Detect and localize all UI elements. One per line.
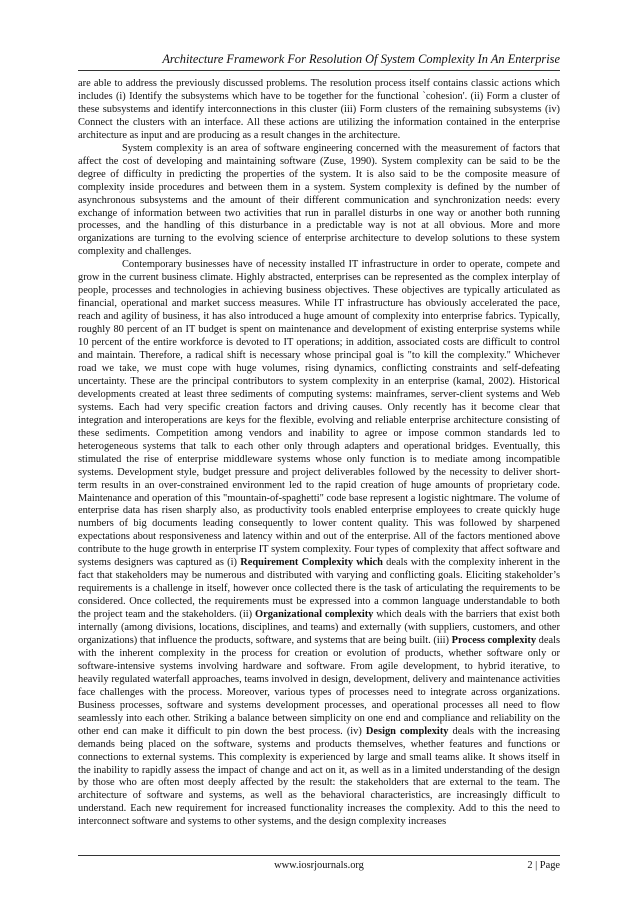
paragraph-text-segment: which deals with the barriers that exist both internally (among divisions, locations, disciplines, and teams) and externally (with suppliers, customers, and other organizations) that influence the products, software, and systems that are being built. (iii): [78, 609, 560, 646]
term-requirement-complexity: Requirement Complexity which: [240, 557, 383, 569]
paragraph-resolution-process: are able to address the previously discussed problems. The resolution process itself contains classic actions which includes (i) Identify the subsystems which have to be together for the functional `cohesion'. (ii) Form a cluster of these subsystems and identify interconnections in this cluster (iii) Form clusters of the remaining subsystems (iv) Connect the clusters with an interface. All these actions are utilizing the information contained in the enterprise architecture as input and are producing as a result changes in the architecture.: [78, 78, 560, 141]
term-organizational-complexity: Organizational complexity: [255, 609, 374, 621]
paragraph-system-complexity: System complexity is an area of software engineering concerned with the measurement of factors that affect the cost of developing and maintaining software (Zuse, 1990). System complexity can be said to be the degree of difficulty in predicting the properties of the system. It is also said to be the composite measure of complexity inside procedures and between them in a system. System complexity is defined by the number of asynchronous subsystems and the amount of their different communication and synchronization needs: every exchange of information between two activities that run in parallel disturbs in one way or another both running processes, and the handling of this disturbance in a predictable way is not at all obvious. More and more organizations are turning to the evolving science of enterprise architecture to develop solutions to these system complexity and challenges.: [78, 142, 560, 258]
term-design-complexity: Design complexity: [365, 725, 449, 737]
paragraph-text-segment: deals with the increasing demands being placed on the software, systems and products themselves, whether features and functions or connections to external systems. This complexity is experienced by large and small teams alike. It shows itself in the inability to rapidly assess the impact of change and act on it, as well as in a limited understanding of the design by those who are often most deeply affected by the result: the stakeholders that are external to the team. The architecture of software and systems, as well as the behavioral characteristics, are increasingly difficult to understand. Each new requirement for increased functionality increases the complexity. Add to this the need to interconnect software and systems to other systems, and the design complexity increases: [78, 725, 560, 828]
header-divider: [78, 70, 560, 71]
page-number: 2 | Page: [527, 860, 560, 871]
paragraph-contemporary-businesses: [78, 259, 560, 829]
term-process-complexity: Process complexity: [451, 634, 537, 646]
running-header: Architecture Framework For Resolution Of System Complexity In An Enterprise: [162, 52, 560, 66]
paragraph-text-segment: deals with the inherent complexity in the process for creation or evolution of products, whether software only or software-intensive systems involving hardware and software. From agile development, to hybrid iterative, to heavily regulated waterfall approaches, teams involved in design, development, delivery and maintenance activities face challenges with the process. Moreover, various types of processes need to integrate across organizations. Business processes, software and systems development processes, and operational processes all need to flow seamlessly into each other. Striking a balance between simplicity on one end and compliance and reliability on the other end can make it difficult to pin down the best process. (iv): [78, 634, 560, 737]
body-text: [78, 78, 560, 829]
paragraph-text-segment: deals with the complexity inherent in the fact that stakeholders may be numerous and distributed with varying and conflicting goals. Eliciting stakeholder’s requirements is a challenge in itself, however once collected there is the task of articulating the requirements to be considered. Once collected, the requirements must be expressed into a common language understandable to both the project team and the stakeholders. (ii): [78, 557, 560, 621]
paragraph-text-segment: Contemporary businesses have of necessity installed IT infrastructure in order to operate, compete and grow in the current business climate. Highly abstracted, enterprises can be represented as the complex interplay of people, processes and technologies in achieving business objectives. These objectives are typically articulated as financial, operational and market success measures. While IT infrastructure has obviously accelerated the pace, reach and agility of business, it has also introduced a huge amount of complexity into enterprise fabrics. Typically, roughly 80 percent of an IT budget is spent on maintenance and development of existing enterprise systems while 10 percent of the entire workforce is devoted to IT operations; in addition, associated costs are difficult to control and maintain. Therefore, a radical shift is necessary whose principal goal is "to kill the complexity." Whichever road we take, we must cope with huge volumes, rising dynamics, conflicting constraints and self-defeating uncertainty. These are the principal contributors to system complexity in an enterprise (kamal, 2002). Historical developments created at least three sediments of computing systems: mainframes, server-client systems and Web systems. Each had very specific creation factors and driving causes. Only recently has it become clear that integration and interoperations are keys for the flexible, evolving and reliable enterprise architecture consisting of these sediments. Competition among vendors and inability to agree or impose common standards led to heterogeneous systems that talk to each other only through adapters and operational bridges. Eventually, this stimulated the rise of enterprise middleware systems whose only function is to mediate among incompatible systems. Development style, budget pressure and project deliverables followed by the necessity to deliver short-term results in an over-constrained environment led to the rapid creation of huge amounts of proprietary code. Maintenance and operation of this "mountain-of-spaghetti" code base represent a logistic nightmare. The volume of enterprise data has risen sharply also, as productivity tools enabled enterprise employees to create quickly huge numbers of big documents leading consequently to lower content quality. This was followed by sharpened expectations about responsiveness and latency within and out of the enterprise. All of the factors mentioned above contribute to the huge growth in enterprise IT system complexity. Four types of complexity that affect software and systems designers was captured as (i): [78, 259, 560, 569]
journal-url: www.iosrjournals.org: [274, 860, 364, 871]
footer-divider: [78, 855, 560, 856]
